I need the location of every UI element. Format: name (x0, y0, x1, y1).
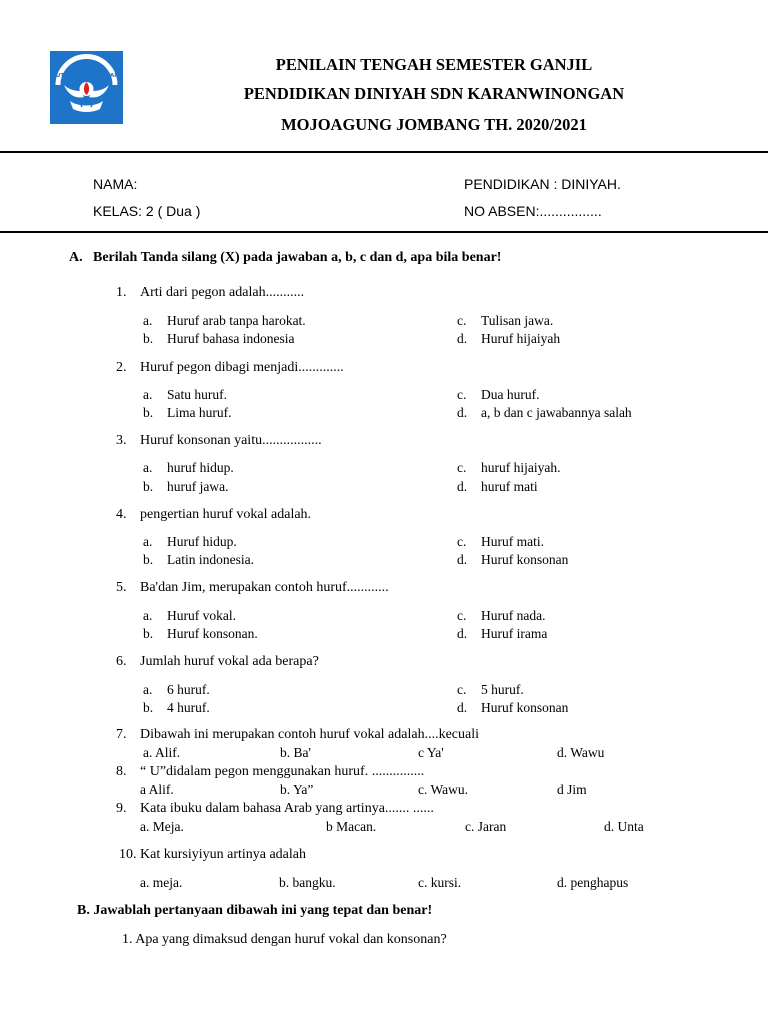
answer-option (457, 460, 560, 476)
answer-option (143, 460, 234, 476)
option-text: 4 huruf. (167, 700, 210, 715)
option-letter: d. (457, 479, 468, 494)
answer-option (457, 552, 568, 568)
header-title-2: PENDIDIKAN DINIYAH SDN KARANWINONGAN (243, 84, 625, 103)
answer-option: c Ya' (418, 745, 444, 760)
option-letter: b. (143, 700, 154, 715)
question-text: Dibawah ini merupakan contoh huruf vokal adalah....kecuali (140, 727, 479, 742)
option-letter: b. (143, 405, 154, 420)
info-divider (0, 231, 768, 233)
option-letter: c. (457, 682, 467, 697)
option-text: 6 huruf. (167, 682, 210, 697)
option-text: Huruf hidup. (167, 534, 237, 549)
svg-text:TUT WURI HANDAYANI: TUT WURI HANDAYANI (52, 73, 121, 79)
option-text: Huruf mati. (481, 534, 544, 549)
answer-option (143, 479, 228, 495)
pendidikan-label: PENDIDIKAN : DINIYAH. (464, 176, 621, 192)
answer-option (457, 608, 545, 624)
answer-option (457, 405, 632, 421)
option-text: Huruf arab tanpa harokat. (167, 313, 306, 328)
option-text: Lima huruf. (167, 405, 232, 420)
header-divider (0, 151, 768, 153)
option-letter: a. (143, 534, 153, 549)
option-text: Tulisan jawa. (481, 313, 554, 328)
answer-option: c. Wawu. (418, 782, 469, 797)
option-letter: c. (457, 387, 467, 402)
answer-option (143, 534, 237, 550)
answer-option (143, 552, 254, 568)
answer-option (457, 331, 560, 347)
option-letter: c. (457, 608, 467, 623)
option-text: Huruf konsonan. (167, 626, 258, 641)
question-number: 1. (116, 285, 127, 300)
answer-option: c. kursi. (418, 875, 462, 890)
question-number: 9. (116, 801, 127, 816)
section-b-title: B. Jawablah pertanyaan dibawah ini yang tepat dan benar! (77, 903, 433, 918)
answer-option (457, 682, 524, 698)
answer-option: b. Ya” (280, 782, 314, 797)
header-title-1: PENILAIN TENGAH SEMESTER GANJIL (275, 55, 593, 74)
option-letter: c. (457, 313, 467, 328)
answer-option (457, 479, 538, 495)
answer-option (457, 626, 547, 642)
section-a-marker: A. (69, 250, 83, 265)
option-text: Dua huruf. (481, 387, 540, 402)
section-a-title: Berilah Tanda silang (X) pada jawaban a, b, c dan d, apa bila benar! (93, 250, 502, 265)
answer-option: b. bangku. (279, 875, 336, 890)
question-number: 3. (116, 433, 127, 448)
answer-option: d Jim (557, 782, 587, 797)
option-text: Huruf nada. (481, 608, 546, 623)
answer-option: d. Wawu (557, 745, 605, 760)
question-number: 2. (116, 360, 127, 375)
option-letter: b. (143, 331, 154, 346)
question-number: 8. (116, 764, 127, 779)
option-text: Huruf konsonan (481, 700, 569, 715)
answer-option: c. Jaran (465, 819, 507, 834)
kelas-label: KELAS: 2 ( Dua ) (93, 203, 201, 219)
option-letter: b. (143, 479, 154, 494)
answer-option: a. meja. (140, 875, 183, 890)
answer-option (143, 682, 210, 698)
option-letter: c. (457, 534, 467, 549)
option-letter: b. (143, 552, 154, 567)
answer-option: a Alif. (140, 782, 174, 797)
answer-option: d. penghapus (557, 875, 629, 890)
question-text: Huruf pegon dibagi menjadi............. (140, 360, 344, 375)
question-number: 7. (116, 727, 127, 742)
answer-option: b. Ba' (280, 745, 311, 760)
question-number: 5. (116, 580, 127, 595)
nama-label: NAMA: (93, 176, 138, 192)
answer-option (143, 387, 227, 403)
question-text: Huruf konsonan yaitu................. (140, 433, 322, 448)
essay-question: 1. Apa yang dimaksud dengan huruf vokal dan konsonan? (122, 932, 447, 947)
option-text: 5 huruf. (481, 682, 524, 697)
answer-option (143, 700, 210, 716)
option-text: Huruf vokal. (167, 608, 236, 623)
answer-option (143, 331, 294, 347)
answer-option: b Macan. (326, 819, 377, 834)
option-letter: a. (143, 608, 153, 623)
question-number: 4. (116, 507, 127, 522)
option-text: huruf hidup. (167, 460, 234, 475)
question-number: 6. (116, 654, 127, 669)
question-text: Kata ibuku dalam bahasa Arab yang artinya....... ...... (140, 801, 434, 816)
option-text: Huruf hijaiyah (481, 331, 561, 346)
option-letter: a. (143, 682, 153, 697)
answer-option (457, 313, 553, 329)
answer-option (457, 387, 539, 403)
answer-option (457, 534, 544, 550)
option-text: huruf jawa. (167, 479, 229, 494)
option-letter: d. (457, 405, 468, 420)
option-letter: b. (143, 626, 154, 641)
answer-option (457, 700, 568, 716)
option-text: Huruf irama (481, 626, 548, 641)
answer-option (143, 608, 236, 624)
option-text: Huruf konsonan (481, 552, 569, 567)
option-letter: a. (143, 313, 153, 328)
answer-option (143, 405, 231, 421)
option-text: Huruf bahasa indonesia (167, 331, 295, 346)
question-text: Ba'dan Jim, merupakan contoh huruf............ (140, 580, 389, 595)
question-text: pengertian huruf vokal adalah. (140, 507, 312, 522)
answer-option: a. Alif. (143, 745, 181, 760)
option-letter: c. (457, 460, 467, 475)
question-text: Kat kursiyiyun artinya adalah (140, 847, 307, 862)
question-text: Arti dari pegon adalah........... (140, 285, 305, 300)
option-letter: a. (143, 460, 153, 475)
absen-label: NO ABSEN:................ (464, 203, 602, 219)
option-text: Latin indonesia. (167, 552, 254, 567)
option-text: Satu huruf. (167, 387, 227, 402)
answer-option (143, 626, 258, 642)
answer-option (143, 313, 306, 329)
option-letter: d. (457, 626, 468, 641)
option-letter: a. (143, 387, 153, 402)
question-text: “ U”didalam pegon menggunakan huruf. ............... (140, 764, 425, 779)
answer-option: a. Meja. (140, 819, 184, 834)
question-number: 10. (119, 847, 137, 862)
option-letter: d. (457, 552, 468, 567)
header-title-3: MOJOAGUNG JOMBANG TH. 2020/2021 (281, 115, 587, 134)
option-letter: d. (457, 331, 468, 346)
answer-option: d. Unta (604, 819, 644, 834)
option-letter: d. (457, 700, 468, 715)
option-text: a, b dan c jawabannya salah (481, 405, 632, 420)
question-text: Jumlah huruf vokal ada berapa? (140, 654, 319, 669)
option-text: huruf mati (481, 479, 538, 494)
option-text: huruf hijaiyah. (481, 460, 561, 475)
